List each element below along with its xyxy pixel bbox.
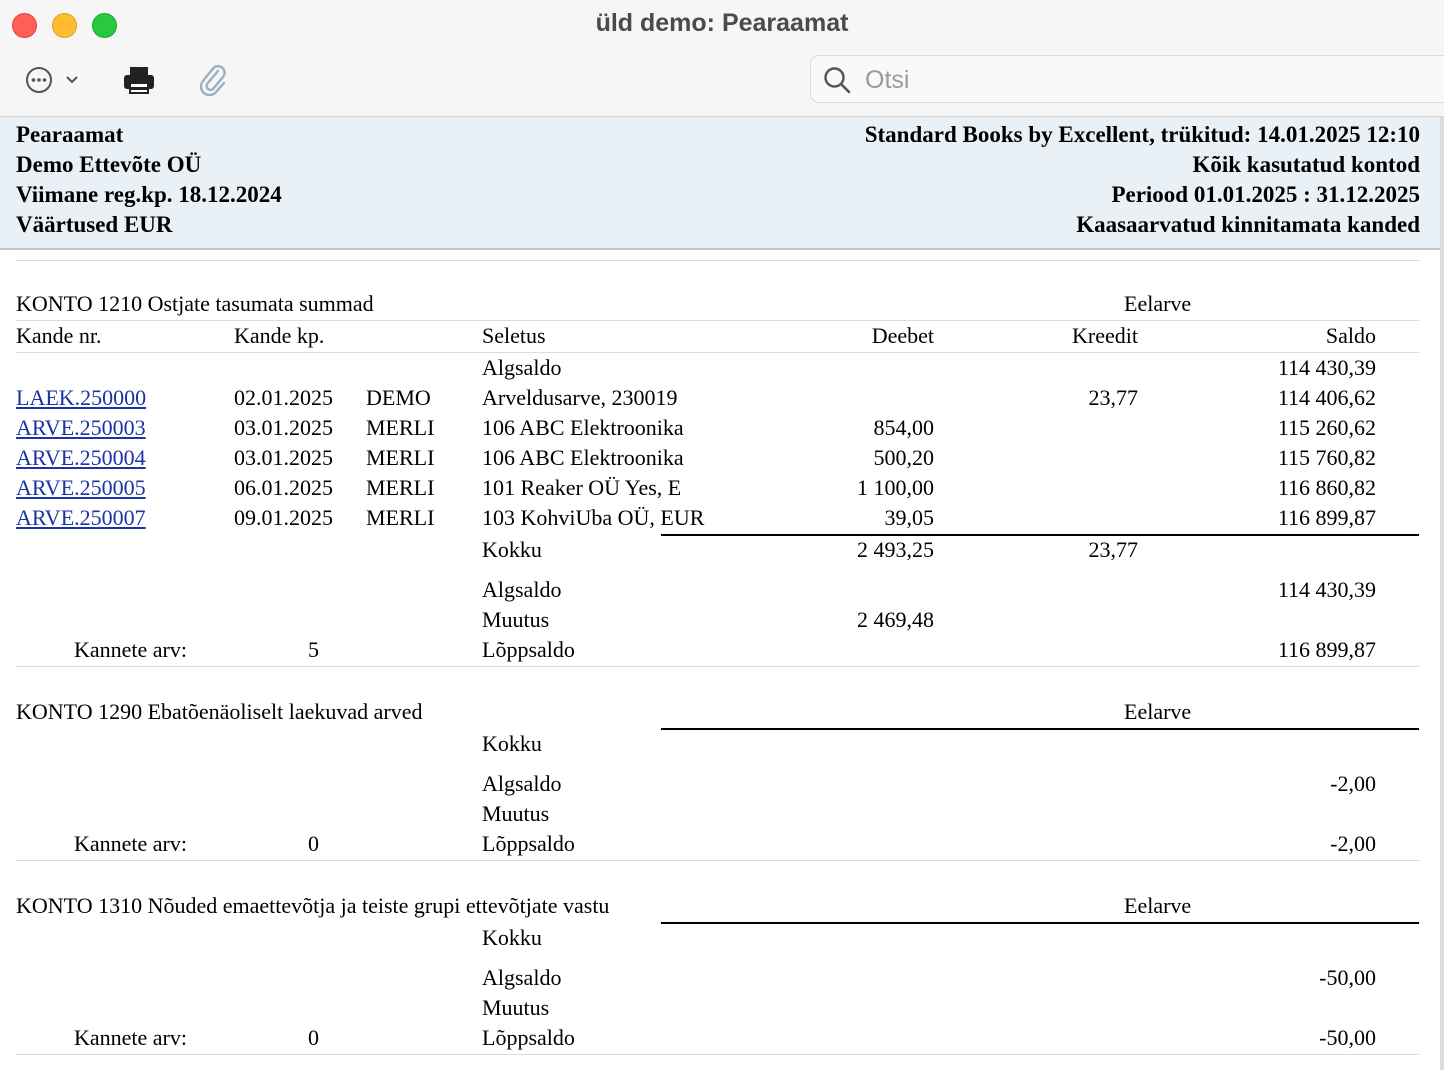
entry-user: DEMO <box>366 385 431 410</box>
divider <box>16 666 1419 667</box>
summary-opening-value: -2,00 <box>1330 771 1376 796</box>
printer-icon <box>122 65 156 95</box>
paperclip-icon <box>198 63 228 97</box>
entry-description: 106 ABC Elektroonika <box>482 445 684 470</box>
printed-info: Standard Books by Excellent, trükitud: 14.01.2025 12:10 <box>864 122 1420 147</box>
closing-balance-value: -2,00 <box>1330 831 1376 856</box>
change-label: Muutus <box>482 995 550 1020</box>
account-1310-title: KONTO 1310 Nõuded emaettevõtja ja teiste grupi ettevõtjate vastu <box>16 893 610 918</box>
company-name: Demo Ettevõte OÜ <box>16 152 202 177</box>
attach-button[interactable] <box>196 60 230 100</box>
summary-opening-label: Algsaldo <box>482 965 562 990</box>
total-label: Kokku <box>482 925 542 950</box>
last-registration-date: Viimane reg.kp. 18.12.2024 <box>16 182 282 207</box>
budget-label: Eelarve <box>1124 291 1192 316</box>
summary-opening-value: -50,00 <box>1319 965 1376 990</box>
divider <box>16 260 1419 261</box>
search-field[interactable] <box>810 55 1444 103</box>
column-credit: Kreedit <box>1072 323 1138 348</box>
summary-opening-label: Algsaldo <box>482 771 562 796</box>
window-title: üld demo: Pearaamat <box>595 9 849 37</box>
entry-date: 03.01.2025 <box>234 445 333 470</box>
opening-balance-value: 114 430,39 <box>1277 355 1376 380</box>
report-header <box>0 117 1444 250</box>
entry-count-value: 0 <box>308 1025 319 1050</box>
summary-opening-value: 114 430,39 <box>1277 577 1376 602</box>
ellipsis-circle-icon <box>24 65 84 95</box>
print-button[interactable] <box>120 60 158 100</box>
change-label: Muutus <box>482 607 550 632</box>
entry-description: 101 Reaker OÜ Yes, E <box>482 475 682 500</box>
account-1210-title: KONTO 1210 Ostjate tasumata summad <box>16 291 374 316</box>
more-actions-button[interactable] <box>24 60 84 100</box>
closing-balance-label: Lõppsaldo <box>482 637 575 662</box>
window-right-edge <box>1440 117 1444 1070</box>
entry-user: MERLI <box>366 505 435 530</box>
column-entry-number: Kande nr. <box>16 323 102 348</box>
total-label: Kokku <box>482 731 542 756</box>
chevron-down-icon <box>67 77 77 82</box>
divider <box>16 860 1419 861</box>
divider <box>16 320 1419 321</box>
entry-count-value: 5 <box>308 637 319 662</box>
budget-label: Eelarve <box>1124 699 1192 724</box>
report-title: Pearaamat <box>16 122 124 147</box>
search-input[interactable] <box>863 62 1427 98</box>
closing-balance-value: -50,00 <box>1319 1025 1376 1050</box>
entry-link[interactable]: ARVE.250005 <box>16 475 146 500</box>
entry-balance: 116 860,82 <box>1277 475 1376 500</box>
divider <box>16 1054 1419 1055</box>
entry-date: 09.01.2025 <box>234 505 333 530</box>
entry-debit: 854,00 <box>873 415 934 440</box>
entry-user: MERLI <box>366 445 435 470</box>
entry-link[interactable]: ARVE.250003 <box>16 415 146 440</box>
entry-balance: 116 899,87 <box>1277 505 1376 530</box>
entry-link[interactable]: LAEK.250000 <box>16 385 147 410</box>
period-label: Periood 01.01.2025 : 31.12.2025 <box>1111 182 1420 207</box>
column-debit: Deebet <box>871 323 934 348</box>
summary-opening-label: Algsaldo <box>482 577 562 602</box>
entry-count-value: 0 <box>308 831 319 856</box>
divider <box>16 352 1419 353</box>
change-label: Muutus <box>482 801 550 826</box>
total-credit: 23,77 <box>1088 537 1138 562</box>
total-debit: 2 493,25 <box>857 537 934 562</box>
entry-date: 03.01.2025 <box>234 415 333 440</box>
column-entry-date: Kande kp. <box>234 323 325 348</box>
entry-debit: 39,05 <box>884 505 934 530</box>
closing-balance-label: Lõppsaldo <box>482 1025 575 1050</box>
total-rule <box>661 922 1419 924</box>
entry-description: 106 ABC Elektroonika <box>482 415 684 440</box>
entry-count-label: Kannete arv: <box>74 1025 187 1050</box>
accounts-filter: Kõik kasutatud kontod <box>1192 152 1420 177</box>
entry-description: Arveldusarve, 230019 <box>482 385 678 410</box>
entry-count-label: Kannete arv: <box>74 637 187 662</box>
entry-link[interactable]: ARVE.250004 <box>16 445 146 470</box>
column-balance: Saldo <box>1325 323 1376 348</box>
total-label: Kokku <box>482 537 542 562</box>
entry-date: 02.01.2025 <box>234 385 333 410</box>
entry-credit: 23,77 <box>1088 385 1138 410</box>
search-icon <box>822 65 852 95</box>
unconfirmed-included: Kaasaarvatud kinnitamata kanded <box>1076 212 1420 237</box>
entry-user: MERLI <box>366 415 435 440</box>
entry-balance: 114 406,62 <box>1277 385 1376 410</box>
change-value: 2 469,48 <box>857 607 934 632</box>
entry-description: 103 KohviUba OÜ, EUR <box>482 505 705 530</box>
entry-date: 06.01.2025 <box>234 475 333 500</box>
entry-debit: 500,20 <box>873 445 934 470</box>
total-rule <box>661 728 1419 730</box>
entry-debit: 1 100,00 <box>857 475 934 500</box>
column-description: Seletus <box>482 323 546 348</box>
closing-balance-value: 116 899,87 <box>1277 637 1376 662</box>
entry-balance: 115 760,82 <box>1277 445 1376 470</box>
entry-count-label: Kannete arv: <box>74 831 187 856</box>
closing-balance-label: Lõppsaldo <box>482 831 575 856</box>
window-titlebar <box>0 0 1444 117</box>
budget-label: Eelarve <box>1124 893 1192 918</box>
currency-label: Väärtused EUR <box>16 212 173 237</box>
entry-link[interactable]: ARVE.250007 <box>16 505 146 530</box>
total-rule <box>661 534 1419 536</box>
opening-balance-label: Algsaldo <box>482 355 562 380</box>
account-1290-title: KONTO 1290 Ebatõenäoliselt laekuvad arved <box>16 699 423 724</box>
entry-balance: 115 260,62 <box>1277 415 1376 440</box>
entry-user: MERLI <box>366 475 435 500</box>
